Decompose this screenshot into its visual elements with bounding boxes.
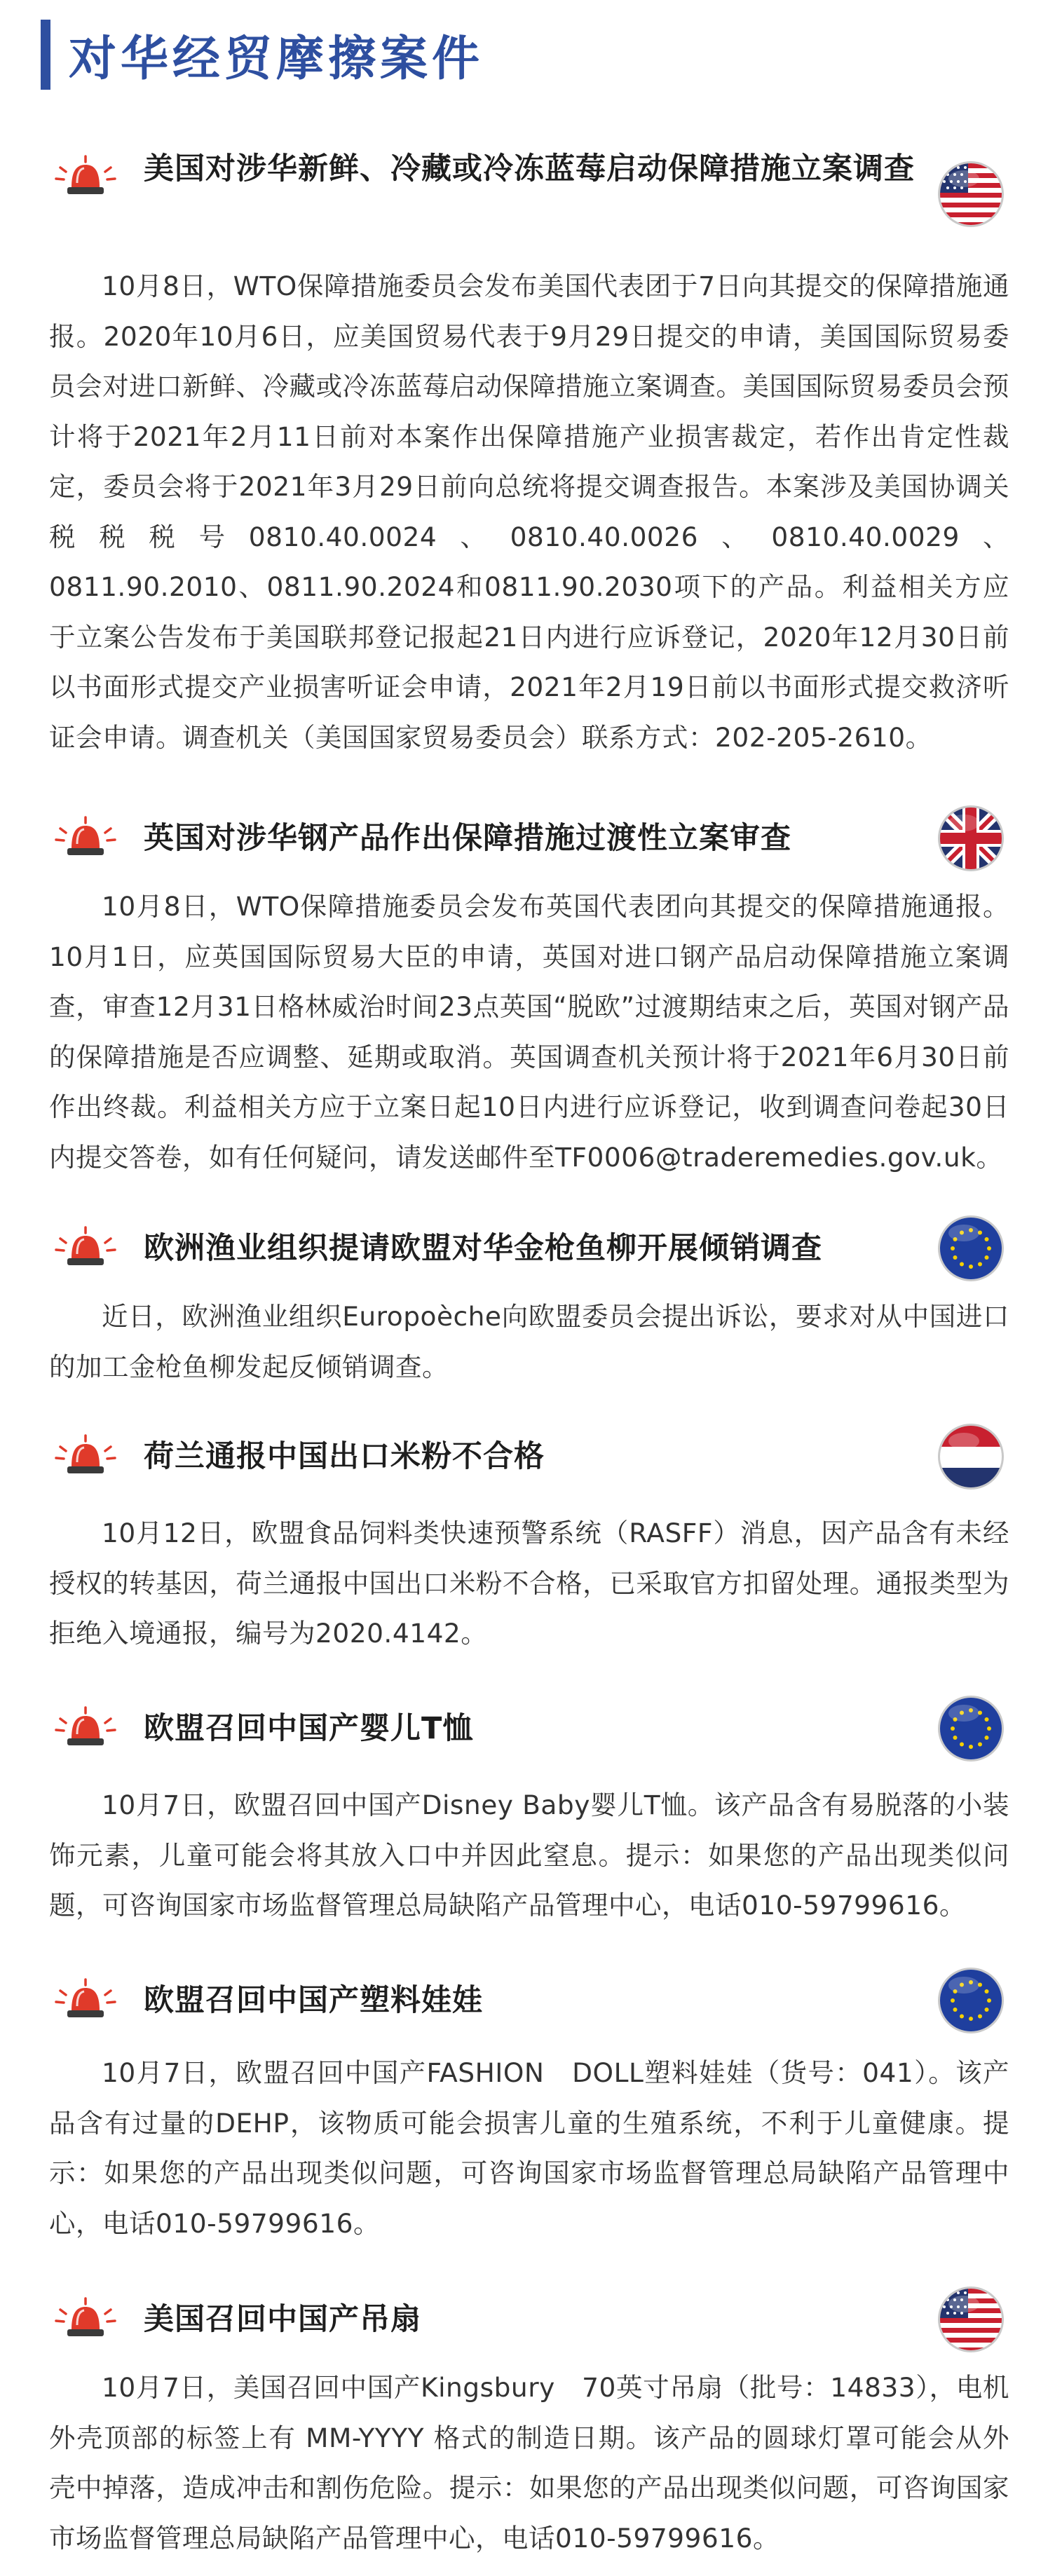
case-title: 欧盟召回中国产塑料娃娃 (144, 1983, 483, 2018)
alarm-icon (50, 1706, 121, 1750)
case-body: 10月12日，欧盟食品饲料类快速预警系统（RASFF）消息，因产品含有未经授权的转基因，荷兰通报中国出口米粉不合格，已采取官方扣留处理。通报类型为拒绝入境通报，编号为2020.4142。 (49, 1518, 1009, 1649)
case-title: 美国召回中国产吊扇 (144, 2302, 421, 2337)
page-title: 对华经贸摩擦案件 (69, 31, 484, 87)
header-accent-bar (41, 20, 50, 90)
case-title: 欧盟召回中国产婴儿T恤 (144, 1711, 474, 1746)
eu-flag-icon (936, 1694, 1006, 1764)
case-title: 欧洲渔业组织提请欧盟对华金枪鱼柳开展倾销调查 (144, 1231, 822, 1266)
alarm-icon (50, 1226, 121, 1269)
alarm-icon (50, 1434, 121, 1478)
eu-flag-icon (936, 1213, 1006, 1283)
case-body: 10月8日，WTO保障措施委员会发布美国代表团于7日向其提交的保障措施通报。2020年10月6日，应美国贸易代表于9月29日提交的申请，美国国际贸易委员会对进口新鲜、冷藏或冷冻蓝莓启动保障措施立案调查。美国国际贸易委员会预计将于2021年2月11日前对本案作出保障措施产业损害裁定，若作出肯定性裁定，委员会将于2021年3月29日前向总统将提交调查报告。本案涉及美国协调关税税税号0810.40.0024、0810.40.0026、0810.40.0029、0811.90.2010、0811.90.2024和0811.90.2030项下的产品。利益相关方应于立案公告发布于美国联邦登记报起21日内进行应诉登记，2020年12月30日前以书面形式提交产业损害听证会申请，2021年2月19日前以书面形式提交救济听证会申请。调查机关（美国国家贸易委员会）联系方式：202-205-2610。 (49, 271, 1009, 753)
section-header (41, 17, 484, 93)
case-body: 10月8日，WTO保障措施委员会发布英国代表团向其提交的保障措施通报。10月1日，应英国国际贸易大臣的申请，英国对进口钢产品启动保障措施立案调查，审查12月31日格林威治时间23点英国“脱欧”过渡期结束之后，英国对钢产品的保障措施是否应调整、延期或取消。英国调查机关预计将于2021年6月30日前作出终裁。利益相关方应于立案日起10日内进行应诉登记，收到调查问卷起30日内提交答卷，如有任何疑问，请发送邮件至TF0006@traderemedies.gov.uk。 (49, 891, 1009, 1173)
nl-flag-icon (936, 1422, 1006, 1492)
case-body: 10月7日，欧盟召回中国产FASHION DOLL塑料娃娃（货号：041）。该产品含有过量的DEHP，该物质可能会损害儿童的生殖系统，不利于儿童健康。提示：如果您的产品出现类似问题，可咨询国家市场监督管理总局缺陷产品管理中心，电话010-59799616。 (49, 2057, 1009, 2239)
case-title: 美国对涉华新鲜、冷藏或冷冻蓝莓启动保障措施立案调查 (144, 151, 915, 186)
case-title: 英国对涉华钢产品作出保障措施过渡性立案审查 (144, 821, 791, 856)
alarm-icon (50, 816, 121, 859)
uk-flag-icon (936, 803, 1006, 873)
case-title: 荷兰通报中国出口米粉不合格 (144, 1439, 545, 1474)
eu-flag-icon (936, 1965, 1006, 2036)
alarm-icon (50, 1978, 121, 2022)
us-flag-icon (936, 2284, 1006, 2354)
alarm-icon (50, 2297, 121, 2340)
case-body: 近日，欧洲渔业组织Europoèche向欧盟委员会提出诉讼，要求对从中国进口的加工金枪鱼柳发起反倾销调查。 (49, 1301, 1009, 1382)
case-body: 10月7日，美国召回中国产Kingsbury 70英寸吊扇（批号：14833），电机外壳顶部的标签上有 MM-YYYY 格式的制造日期。该产品的圆球灯罩可能会从外壳中掉落，造成冲击和割伤危险。提示：如果您的产品出现类似问题，可咨询国家市场监督管理总局缺陷产品管理中心，电话010-59799616。 (49, 2372, 1009, 2554)
case-body: 10月7日，欧盟召回中国产Disney Baby婴儿T恤。该产品含有易脱落的小装饰元素，儿童可能会将其放入口中并因此窒息。提示：如果您的产品出现类似问题，可咨询国家市场监督管理总局缺陷产品管理中心，电话010-59799616。 (49, 1790, 1009, 1921)
alarm-icon (50, 155, 121, 198)
us-flag-icon (936, 159, 1006, 229)
